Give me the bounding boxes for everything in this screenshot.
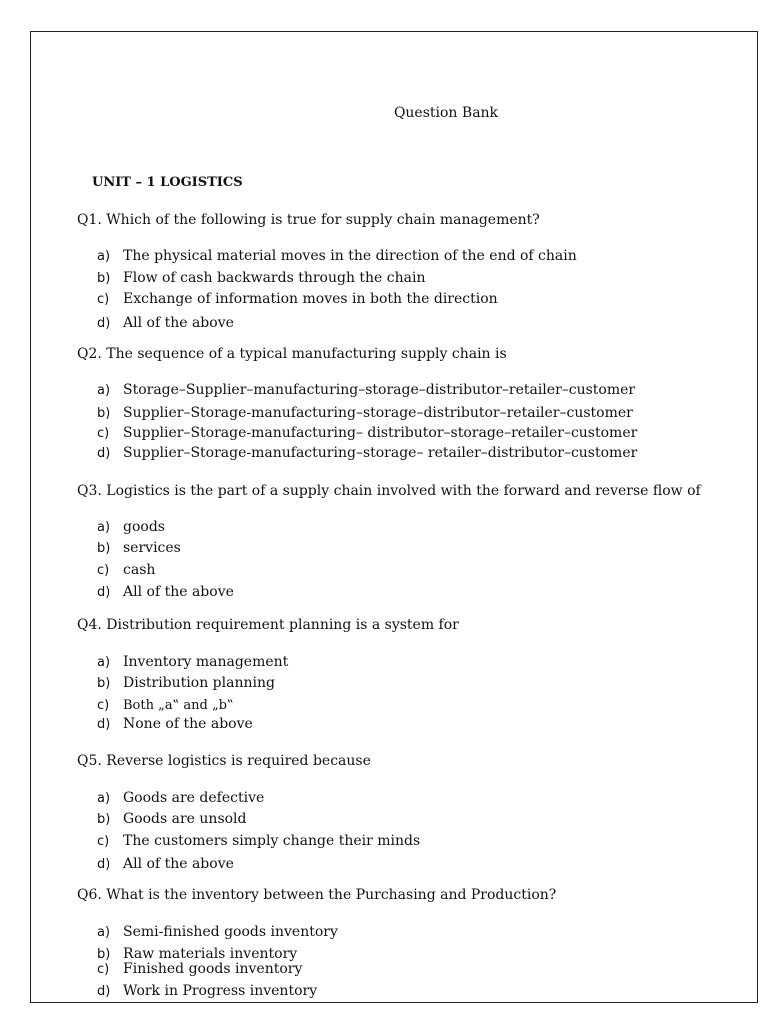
option-text: All of the above [123,584,234,600]
option-letter: a) [97,383,111,398]
option-text: Inventory management [123,654,289,670]
option-letter: c) [97,962,110,977]
option-letter: c) [97,426,110,441]
question-6: Q6. What is the inventory between the Purchasing and Production? [77,887,557,903]
question-2-option-c [97,425,637,441]
question-4-option-a [97,654,288,670]
question-1-option-d [97,315,234,331]
option-text: Both „a‟ and „b‟ [123,698,234,713]
option-text: All of the above [123,315,234,331]
option-text: Raw materials inventory [123,946,298,962]
question-4-option-c [97,697,234,713]
option-text: None of the above [123,716,253,732]
option-letter: d) [97,857,111,872]
question-6-option-b [97,946,297,962]
option-text: cash [123,562,156,578]
option-text: All of the above [123,856,234,872]
option-text: Supplier–Storage-manufacturing–storage– retailer–distributor–customer [123,445,638,461]
option-text: Flow of cash backwards through the chain [123,270,426,286]
option-text: Semi-finished goods inventory [123,924,338,940]
option-text: Exchange of information moves in both the direction [123,291,498,307]
option-text: The customers simply change their minds [123,833,421,849]
option-letter: a) [97,249,111,264]
question-5-option-b [97,811,247,827]
question-1-option-c [97,291,498,307]
question-5-option-c [97,833,420,849]
question-5: Q5. Reverse logistics is required because [77,753,371,769]
option-letter: c) [97,834,110,849]
question-1-option-a [97,248,577,264]
option-text: goods [123,519,165,535]
option-text: Goods are unsold [123,811,247,827]
question-2-option-a [97,382,635,398]
option-text: Supplier–Storage-manufacturing– distributor–storage–retailer–customer [123,425,638,441]
question-1: Q1. Which of the following is true for supply chain management? [77,212,540,228]
option-letter: a) [97,791,111,806]
option-letter: b) [97,406,111,421]
option-letter: d) [97,984,111,999]
option-letter: b) [97,812,111,827]
question-4-option-d [97,716,253,732]
question-2-option-d [97,445,637,461]
option-letter: c) [97,563,110,578]
option-letter: b) [97,947,111,962]
option-letter: d) [97,316,111,331]
option-letter: d) [97,717,111,732]
option-letter: a) [97,520,111,535]
option-text: Storage–Supplier–manufacturing–storage–distributor–retailer–customer [123,382,636,398]
option-text: services [123,540,181,556]
option-letter: b) [97,541,111,556]
question-6-option-a [97,924,338,940]
option-letter: a) [97,925,111,940]
option-text: The physical material moves in the direction of the end of chain [123,248,577,264]
option-text: Goods are defective [123,790,265,806]
option-text: Supplier–Storage-manufacturing–storage–distributor–retailer–customer [123,405,633,421]
question-3-option-d [97,584,234,600]
question-2: Q2. The sequence of a typical manufacturing supply chain is [77,346,507,362]
option-letter: c) [97,698,110,713]
question-3-option-b [97,540,181,556]
option-letter: b) [97,271,111,286]
option-text: Distribution planning [123,675,275,691]
option-letter: a) [97,655,111,670]
question-3-option-c [97,562,155,578]
option-text: Work in Progress inventory [123,983,318,999]
question-4: Q4. Distribution requirement planning is a system for [77,617,459,633]
option-letter: d) [97,446,111,461]
page-title: Question Bank [393,105,499,121]
option-text: Finished goods inventory [123,961,303,977]
question-1-option-b [97,270,426,286]
question-3-option-a [97,519,165,535]
question-2-option-b [97,405,633,421]
question-3: Q3. Logistics is the part of a supply chain involved with the forward and reverse flow of [77,483,701,499]
option-letter: b) [97,676,111,691]
question-5-option-d [97,856,234,872]
option-letter: c) [97,292,110,307]
question-5-option-a [97,790,264,806]
question-6-option-d [97,983,317,999]
question-4-option-b [97,675,275,691]
document-page [30,31,758,1003]
question-6-option-c [97,961,302,977]
option-letter: d) [97,585,111,600]
unit-heading: UNIT – 1 LOGISTICS [92,175,243,190]
